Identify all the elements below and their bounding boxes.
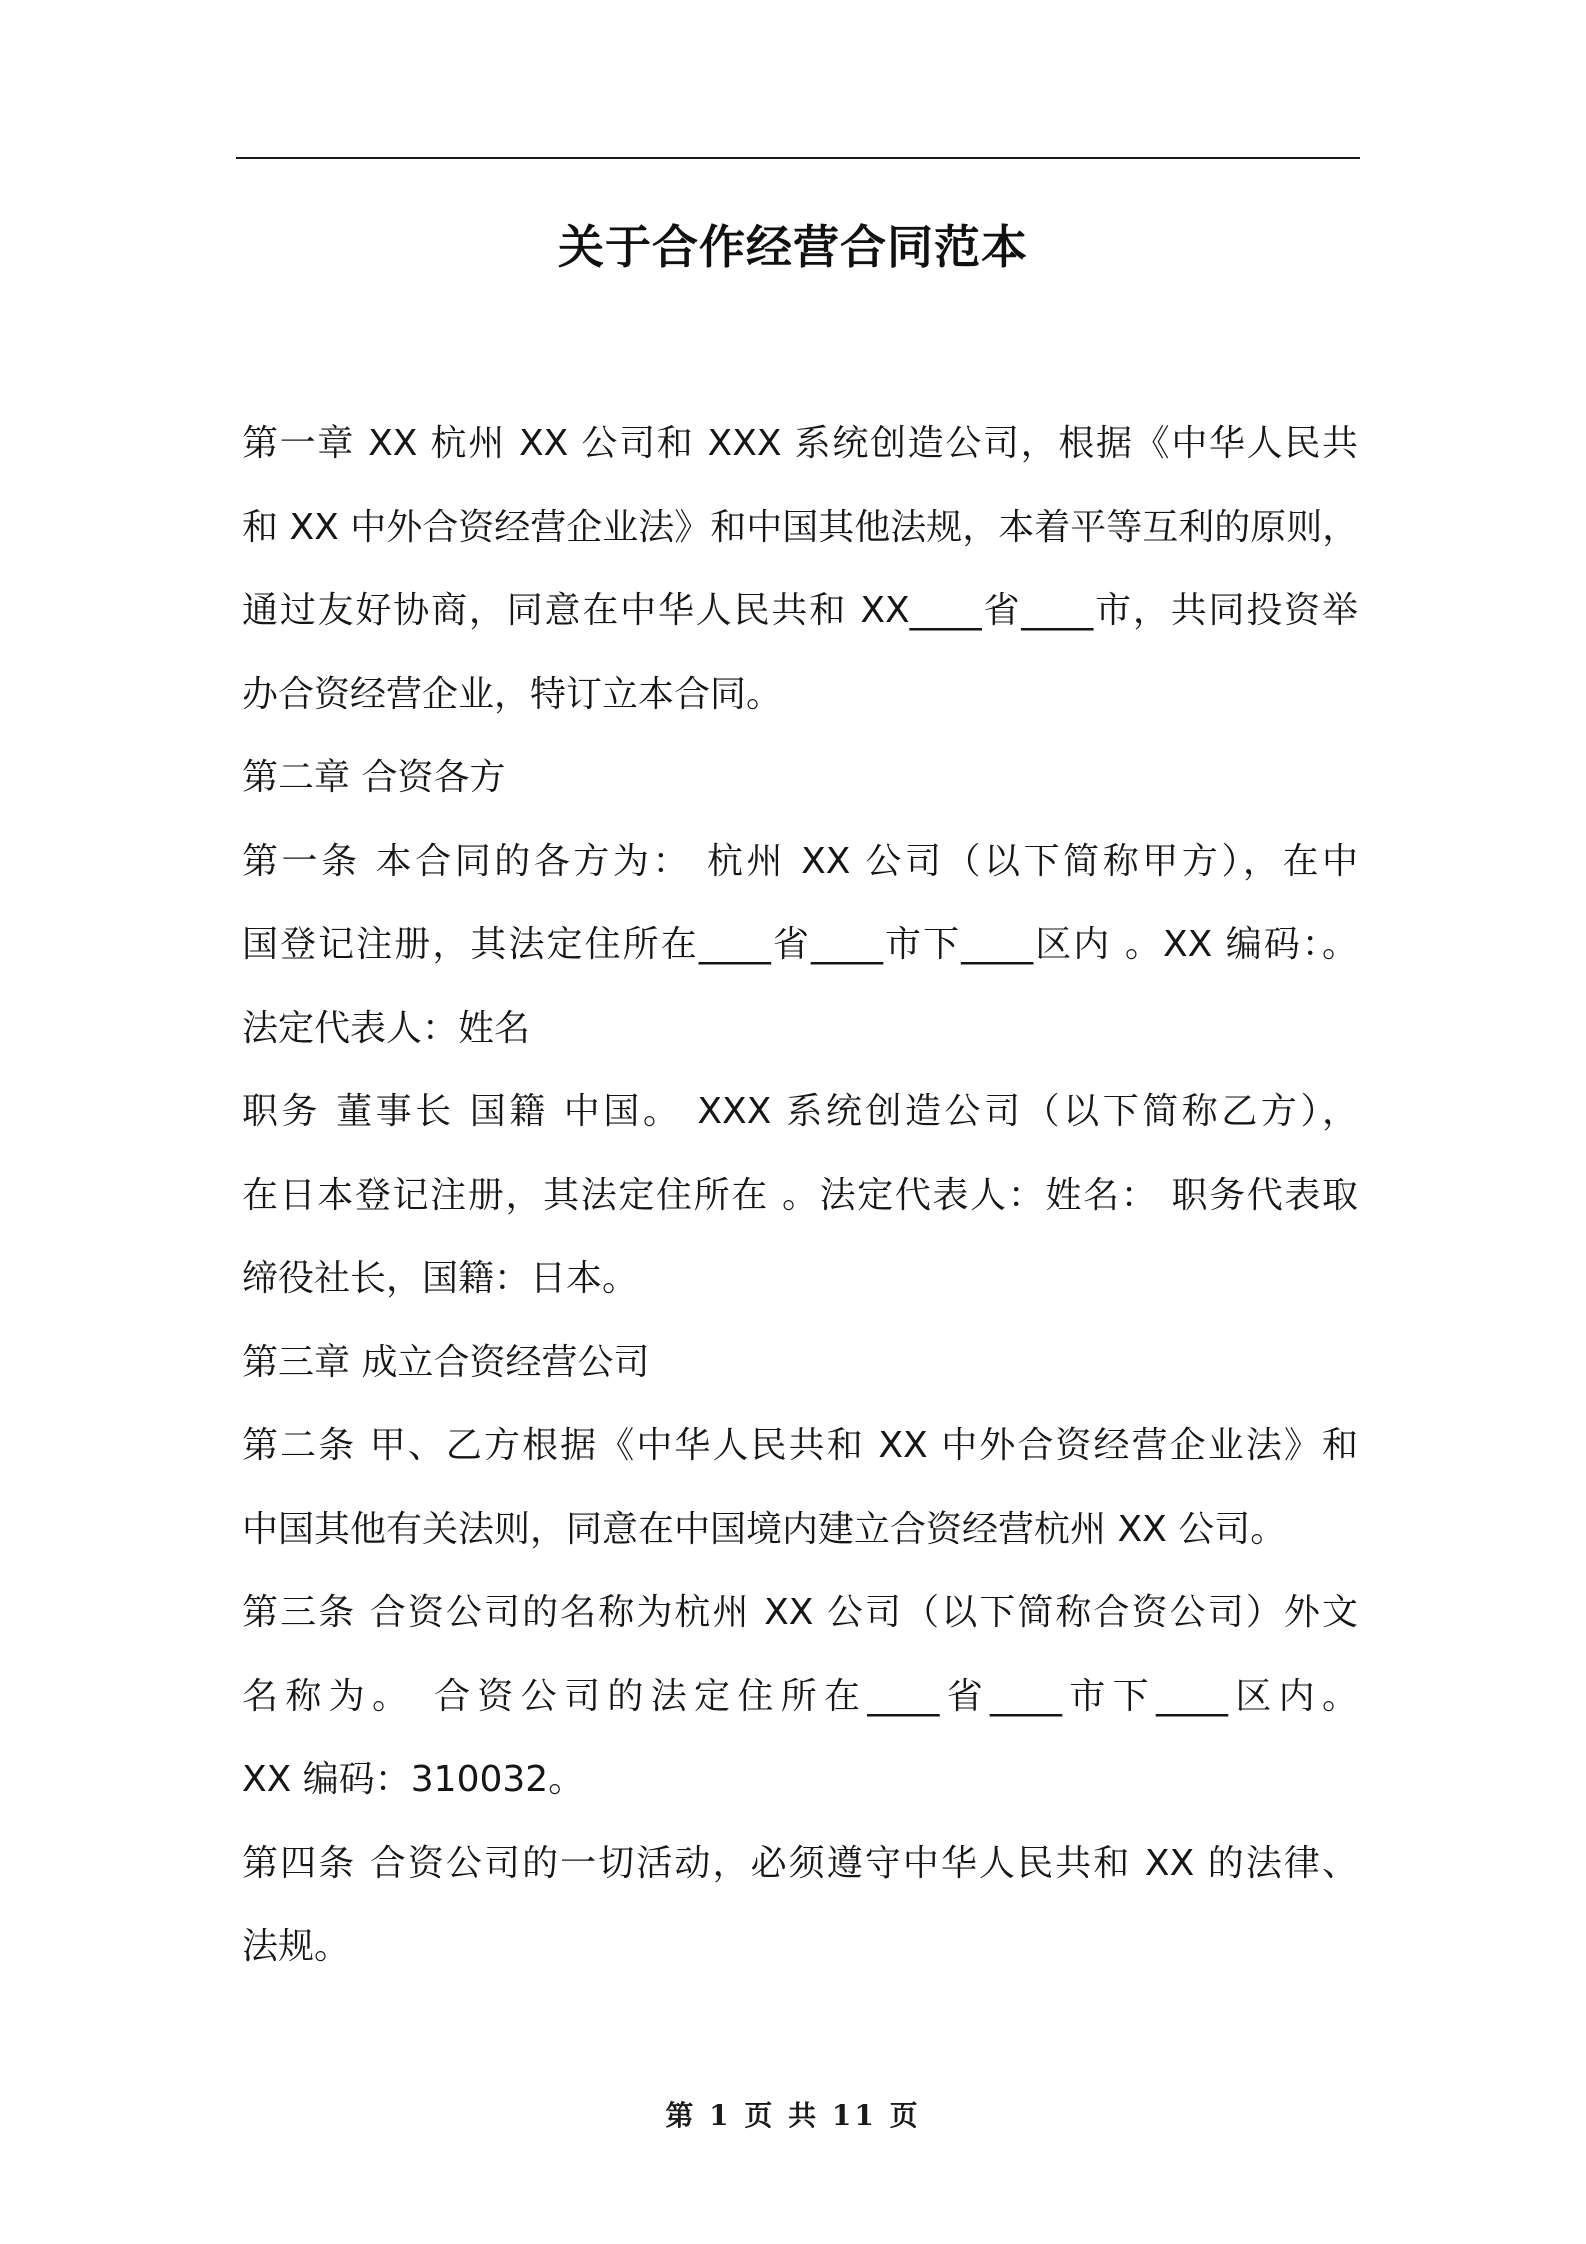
body-line: 第四条 合资公司的一切活动，必须遵守中华人民共和 XX 的法律、	[242, 1842, 1358, 1884]
body-line: 办合资经营企业，特订立本合同。	[242, 673, 783, 715]
body-line: 缔役社长，国籍：日本。	[242, 1258, 639, 1299]
chapter-heading: 第三章 成立合资经营公司	[242, 1341, 650, 1383]
body-line: 法定代表人：姓名	[242, 1007, 531, 1049]
body-line: 通过友好协商，同意在中华人民共和 XX____省____市，共同投资举	[242, 590, 1358, 631]
header-rule	[236, 157, 1360, 159]
body-line: 中国其他有关法则，同意在中国境内建立合资经营杭州 XX 公司。	[242, 1508, 1287, 1550]
body-line: 名称为。 合资公司的法定住所在____省____市下____区内。	[242, 1675, 1358, 1717]
body-line: 第三条 合资公司的名称为杭州 XX 公司（以下简称合资公司）外文	[242, 1592, 1358, 1633]
body-line: 法规。	[242, 1926, 351, 1967]
body-line: XX 编码：310032。	[242, 1759, 585, 1800]
body-line: 职务 董事长 国籍 中国。 XXX 系统创造公司（以下简称乙方），	[242, 1091, 1358, 1132]
body-line: 第二条 甲、乙方根据《中华人民共和 XX 中外合资经营企业法》和	[242, 1425, 1358, 1466]
body-line: 第一章 XX 杭州 XX 公司和 XXX 系统创造公司，根据《中华人民共	[242, 423, 1358, 464]
document-body	[242, 402, 1358, 1989]
document-title: 关于合作经营合同范本	[558, 220, 1028, 274]
body-line: 和 XX 中外合资经营企业法》和中国其他法规，本着平等互利的原则，	[242, 506, 1358, 548]
body-line: 第一条 本合同的各方为： 杭州 XX 公司（以下简称甲方），在中	[242, 840, 1358, 882]
body-line: 在日本登记注册，其法定住所在 。法定代表人：姓名： 职务代表取	[242, 1174, 1358, 1216]
page-number: 第 1 页 共 11 页	[665, 2099, 921, 2132]
chapter-heading: 第二章 合资各方	[242, 757, 506, 798]
body-line: 国登记注册，其法定住所在____省____市下____区内 。XX 编码：。	[242, 924, 1358, 965]
